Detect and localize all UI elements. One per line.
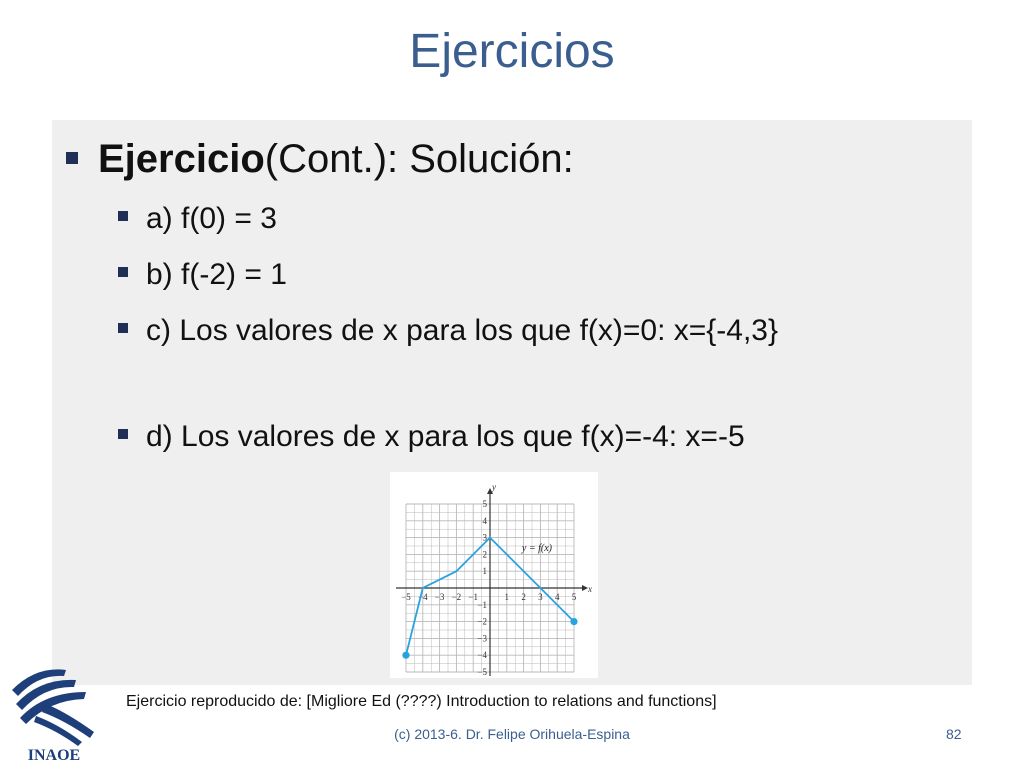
list-item [118,256,946,293]
x-tick-label: −4 [418,592,428,602]
y-tick-label: −2 [477,616,487,627]
main-bullet-bold: Ejercicio [98,137,265,181]
item-b: b) f(-2) = 1 [146,258,287,291]
x-tick-label: −1 [468,592,478,602]
logo-wordmark: INAOE [27,747,81,764]
x-axis-label: x [588,584,592,594]
main-bullet-text: (Cont.): Solución: [264,137,574,181]
bullet-square-icon [118,267,128,277]
inaoe-logo [6,660,102,764]
y-tick-label: 4 [482,515,487,526]
y-tick-label: −5 [477,667,487,677]
y-tick-label: 5 [482,499,487,509]
list-item [118,312,936,349]
bullet-square-icon [66,152,78,164]
bullet-square-icon [118,211,128,221]
list-item [118,200,946,237]
x-tick-label: −2 [451,592,462,602]
y-axis-label: y [492,482,496,492]
graph-svg [390,472,598,678]
x-tick-label: 1 [504,592,510,602]
x-tick-label: 4 [554,592,560,602]
copyright: (c) 2013-6. Dr. Felipe Orihuela-Espina [394,726,630,742]
slide-title: Ejercicios [409,25,615,78]
item-d: d) Los valores de x para los que f(x)=-4: x=-5 [146,420,745,453]
bullet-square-icon [118,429,128,439]
item-a: a) f(0) = 3 [146,202,277,235]
function-graph [390,472,598,678]
y-tick-label: −4 [477,650,487,661]
x-tick-label: 2 [521,592,526,602]
y-tick-label: −3 [477,633,487,644]
page-number: 82 [946,726,962,742]
x-tick-label: −5 [401,592,411,602]
y-tick-label: 1 [482,566,487,577]
x-tick-label: −3 [434,592,445,602]
list-item [118,418,946,455]
x-tick-label: 3 [538,592,543,602]
reference-note: Ejercicio reproducido de: [Migliore Ed (????) Introduction to relations and functions] [126,693,717,710]
endpoint-dot [570,618,577,625]
x-tick-label: 5 [571,592,577,602]
endpoint-dot [402,652,409,659]
bullet-square-icon [118,323,128,333]
item-c: c) Los valores de x para los que f(x)=0: x={-4,3} [146,314,779,347]
y-tick-label: 3 [482,532,487,543]
y-tick-label: 2 [482,549,487,560]
main-bullet [66,137,574,182]
y-tick-label: −1 [477,599,487,610]
curve-annotation: y = f(x) [521,543,552,555]
